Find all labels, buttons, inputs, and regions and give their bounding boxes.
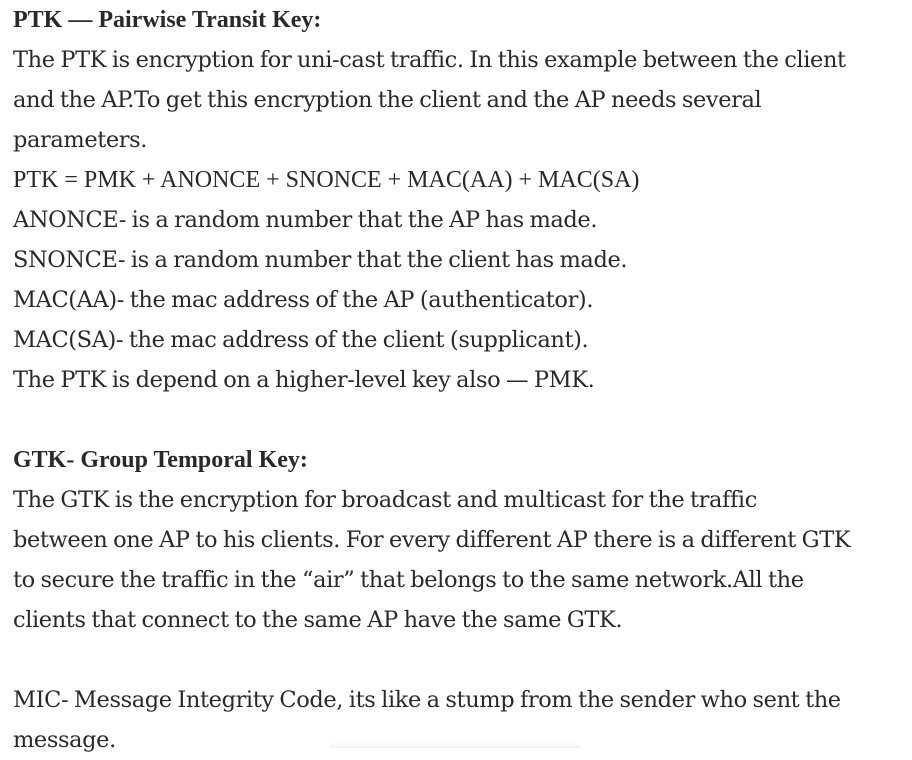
section-spacer: [13, 640, 903, 680]
ptk-definition-anonce: ANONCE- is a random number that the AP has made.: [13, 207, 598, 233]
gtk-paragraph-line: clients that connect to the same AP have the same GTK.: [13, 607, 623, 633]
mic-paragraph-line: MIC- Message Integrity Code, its like a stump from the sender who sent the: [13, 687, 841, 713]
bottom-fade-shadow: [330, 742, 580, 748]
gtk-paragraph-line: The GTK is the encryption for broadcast and multicast for the traffic: [13, 487, 757, 513]
gtk-section: [13, 440, 903, 640]
ptk-definition-pmk: The PTK is depend on a higher-level key also — PMK.: [13, 367, 595, 393]
ptk-formula: PTK = PMK + ANONCE + SNONCE + MAC(AA) + MAC(SA): [13, 167, 640, 193]
ptk-definition-snonce: SNONCE- is a random number that the client has made.: [13, 247, 628, 273]
article-body: [13, 0, 903, 760]
mic-section: [13, 680, 903, 760]
ptk-paragraph-line: parameters.: [13, 127, 148, 153]
ptk-definition-mac-sa: MAC(SA)- the mac address of the client (supplicant).: [13, 327, 589, 353]
ptk-section: [13, 0, 903, 400]
gtk-paragraph-line: to secure the traffic in the “air” that belongs to the same network.All the: [13, 567, 804, 593]
ptk-heading: PTK — Pairwise Transit Key:: [13, 7, 322, 33]
gtk-paragraph-line: between one AP to his clients. For every different AP there is a different GTK: [13, 527, 851, 553]
gtk-heading: GTK- Group Temporal Key:: [13, 447, 308, 473]
mic-paragraph-line: message.: [13, 727, 116, 753]
ptk-paragraph-line: The PTK is encryption for uni-cast traffic. In this example between the client: [13, 47, 846, 73]
section-spacer: [13, 400, 903, 440]
ptk-paragraph-line: and the AP.To get this encryption the client and the AP needs several: [13, 87, 762, 113]
ptk-definition-mac-aa: MAC(AA)- the mac address of the AP (authenticator).: [13, 287, 594, 313]
